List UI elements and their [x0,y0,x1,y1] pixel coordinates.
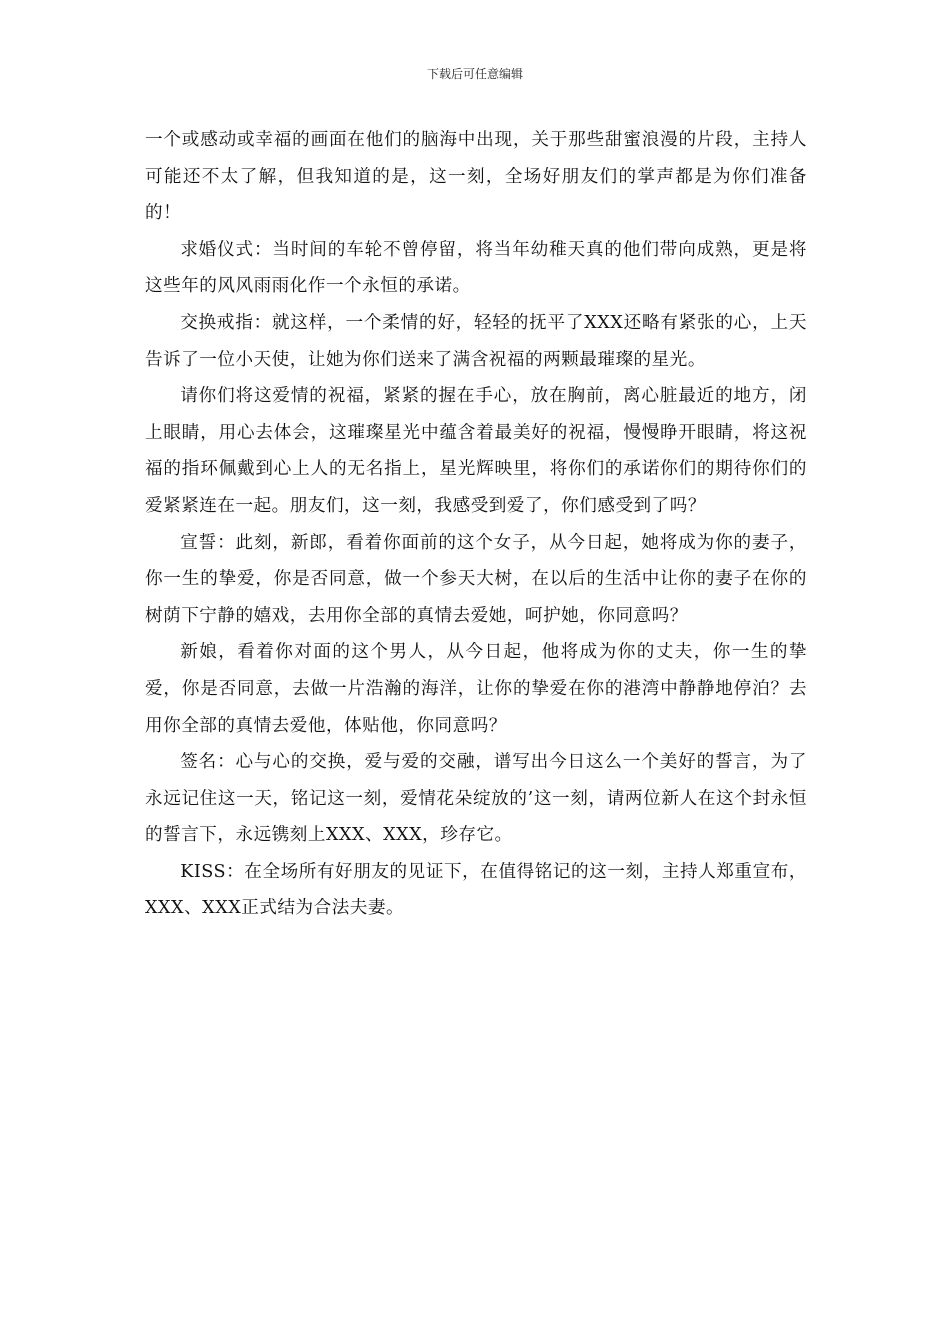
paragraph-proposal-ceremony: 求婚仪式：当时间的车轮不曾停留，将当年幼稚天真的他们带向成熟，更是将这些年的风风雨雨化作一个永恒的承诺。 [145,239,807,297]
paragraph-blessing: 请你们将这爱情的祝福，紧紧的握在手心，放在胸前，离心脏最近的地方，闭上眼睛，用心去体会，这璀璨星光中蕴含着最美好的祝福，慢慢睁开眼睛，将这祝福的指环佩戴到心上人的无名指上，星光辉映里，将你们的承诺你们的期待你们的爱紧紧连在一起。朋友们，这一刻，我感受到爱了，你们感受到了吗？ [145,386,807,516]
paragraph-bride-vow: 新娘，看着你对面的这个男人，从今日起，他将成为你的丈夫，你一生的挚爱，你是否同意，去做一片浩瀚的海洋，让你的挚爱在你的港湾中静静地停泊？去用你全部的真情去爱他，体贴他，你同意吗？ [145,642,807,736]
paragraph-kiss: KISS：在全场所有好朋友的见证下，在值得铭记的这一刻，主持人郑重宣布，XXX、XXX正式结为合法夫妻。 [145,861,807,919]
page-header: 下载后可任意编辑 [426,67,523,81]
paragraph-ring-exchange: 交换戒指：就这样，一个柔情的好，轻轻的抚平了XXX还略有紧张的心，上天告诉了一位小天使，让她为你们送来了满含祝福的两颗最璀璨的星光。 [145,312,807,370]
paragraph-groom-vow: 宣誓：此刻，新郎，看着你面前的这个女子，从今日起，她将成为你的妻子，你一生的挚爱，你是否同意，做一个参天大树，在以后的生活中让你的妻子在你的树荫下宁静的嬉戏，去用你全部的真情去爱她，呵护她，你同意吗？ [145,532,807,626]
paragraph-signing: 签名：心与心的交换，爱与爱的交融，谱写出今日这么一个美好的誓言，为了永远记住这一天，铭记这一刻，爱情花朵绽放的’这一刻，请两位新人在这个封永恒的誓言下，永远镌刻上XXX、XXX，珍存它。 [145,752,807,846]
paragraph-opening: 一个或感动或幸福的画面在他们的脑海中出现，关于那些甜蜜浪漫的片段，主持人可能还不太了解，但我知道的是，这一刻，全场好朋友们的掌声都是为你们准备的！ [145,130,807,224]
document-body [145,122,807,927]
